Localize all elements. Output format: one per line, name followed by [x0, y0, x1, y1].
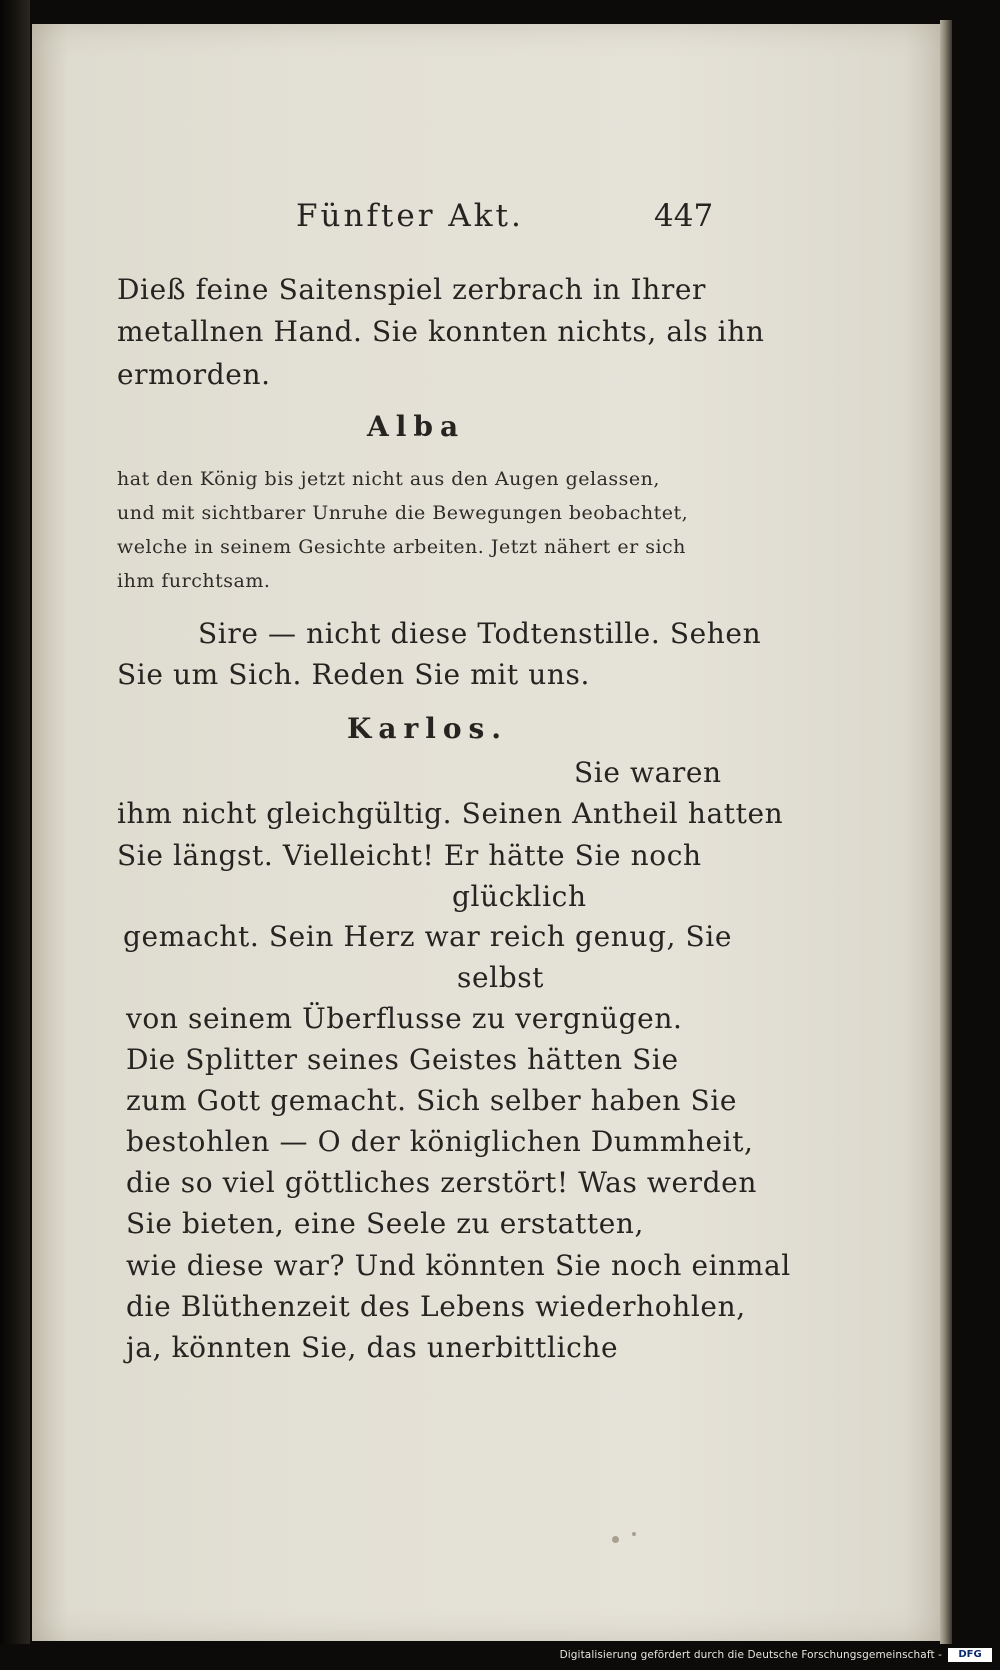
- verse-line: selbst: [457, 961, 545, 994]
- verse-line: glücklich: [452, 880, 587, 913]
- verse-line: wie diese war? Und könnten Sie noch einmal: [126, 1249, 791, 1282]
- page-edge: [940, 20, 952, 1645]
- stage-direction-line: hat den König bis jetzt nicht aus den Augen gelassen,: [117, 468, 660, 490]
- verse-line: Sie waren: [574, 756, 722, 789]
- book-page: [32, 24, 940, 1641]
- verse-line: ihm nicht gleichgültig. Seinen Antheil hatten: [117, 797, 784, 830]
- text-line: ermorden.: [117, 358, 271, 391]
- verse-line: Sie längst. Vielleicht! Er hätte Sie noch: [117, 839, 702, 872]
- verse-line: die so viel göttliches zerstört! Was werden: [126, 1166, 757, 1199]
- paper-stain: [632, 1532, 636, 1536]
- stage-direction-line: ihm furchtsam.: [117, 570, 271, 592]
- speaker-name: Alba: [367, 410, 466, 443]
- dfg-logo: DFG: [948, 1648, 992, 1662]
- digitization-credit: Digitalisierung gefördert durch die Deutsche Forschungsgemeinschaft -: [559, 1649, 942, 1661]
- verse-line: die Blüthenzeit des Lebens wiederhohlen,: [126, 1290, 746, 1323]
- speech-line: Sire — nicht diese Todtenstille. Sehen: [198, 617, 762, 650]
- speech-line: Sie um Sich. Reden Sie mit uns.: [117, 658, 591, 691]
- verse-line: Die Splitter seines Geistes hätten Sie: [126, 1043, 679, 1076]
- verse-line: ja, könnten Sie, das unerbittliche: [126, 1331, 619, 1364]
- verse-line: zum Gott gemacht. Sich selber haben Sie: [126, 1084, 738, 1117]
- text-line: Dieß feine Saitenspiel zerbrach in Ihrer: [117, 273, 706, 306]
- page-number: 447: [654, 198, 714, 234]
- speaker-name: Karlos.: [347, 712, 509, 745]
- paper-stain: [612, 1536, 619, 1543]
- verse-line: bestohlen — O der königlichen Dummheit,: [126, 1125, 754, 1158]
- book-binding: [0, 0, 30, 1670]
- verse-line: Sie bieten, eine Seele zu erstatten,: [126, 1207, 645, 1240]
- stage-direction-line: und mit sichtbarer Unruhe die Bewegungen beobachtet,: [117, 502, 689, 524]
- stage-direction-line: welche in seinem Gesichte arbeiten. Jetzt nähert er sich: [117, 536, 686, 558]
- verse-line: gemacht. Sein Herz war reich genug, Sie: [123, 920, 733, 953]
- text-line: metallnen Hand. Sie konnten nichts, als ihn: [117, 315, 765, 348]
- verse-line: von seinem Überflusse zu vergnügen.: [126, 1002, 683, 1035]
- running-title: Fünfter Akt.: [296, 198, 524, 234]
